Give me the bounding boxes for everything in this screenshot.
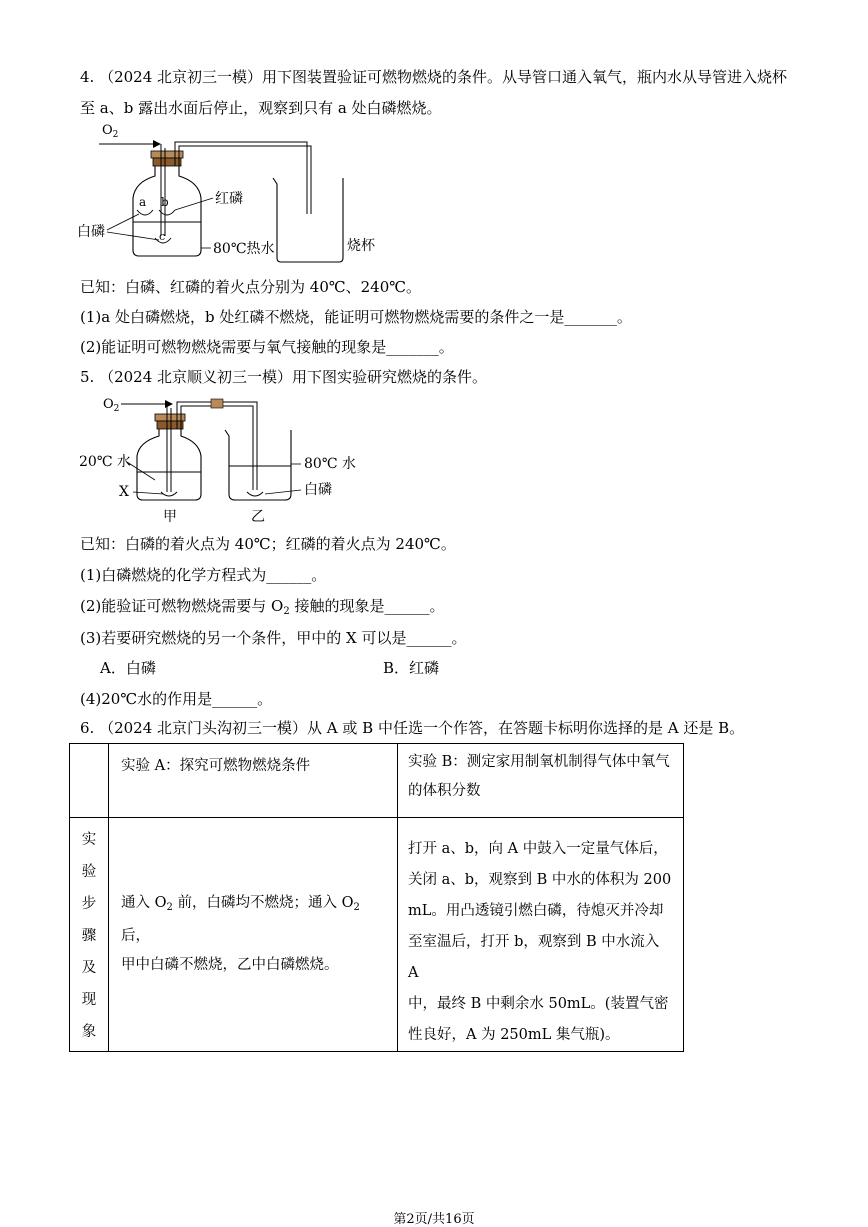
q4-known: 已知：白磷、红磷的着火点分别为 40℃、240℃。 bbox=[80, 278, 422, 296]
q5-sub3: (3)若要研究燃烧的另一个条件，甲中的 X 可以是______。 bbox=[80, 629, 467, 647]
q5-o2-label: $O_2$ bbox=[103, 397, 120, 414]
q4-sub2: (2)能证明可燃物燃烧需要与氧气接触的现象是_______。 bbox=[80, 338, 454, 356]
q5-white-p-label: 白磷 bbox=[304, 482, 332, 498]
q6-head-b: 实验 B：测定家用制氧机制得气体中氧气 的体积分数 bbox=[398, 744, 684, 818]
q4-red-p-label: 红磷 bbox=[215, 191, 243, 207]
q4-beaker-label: 烧杯 bbox=[347, 238, 375, 254]
q5-sub4: (4)20℃水的作用是______。 bbox=[80, 690, 273, 708]
q5-bottle-jia bbox=[137, 429, 201, 500]
svg-text:c: c bbox=[159, 230, 166, 243]
table-row bbox=[70, 818, 684, 1052]
q4-bottle bbox=[133, 166, 201, 256]
q4-hot-water-label: 80℃热水 bbox=[213, 241, 275, 257]
svg-text:a: a bbox=[139, 195, 147, 209]
q5-yi-label: 乙 bbox=[251, 509, 265, 525]
q6-row-label: 实 验 步 骤 及 现 象 bbox=[70, 818, 109, 1052]
q6-cell-a: 通入 $O_2$ 前，白磷均不燃烧；通入 $O_2$ 后， 甲中白磷不燃烧，乙中白磷燃烧。 bbox=[109, 818, 398, 1052]
q5-known: 已知：白磷的着火点为 40℃；红磷的着火点为 240℃。 bbox=[80, 535, 456, 553]
q5-water20-label: 20℃ 水 bbox=[79, 454, 131, 470]
q5-beaker-yi bbox=[225, 430, 291, 500]
q4-stem-line2: 至 a、b 露出水面后停止，观察到只有 a 处白磷燃烧。 bbox=[80, 99, 442, 117]
q5-water80-label: 80℃ 水 bbox=[304, 456, 356, 472]
q5-stem: 5. （2024 北京顺义初三一模）用下图实验研究燃烧的条件。 bbox=[80, 368, 488, 386]
q6-experiment-table bbox=[69, 743, 684, 1052]
q6-stem: 6. （2024 北京门头沟初三一模）从 A 或 B 中任选一个作答，在答题卡标明你选择的是 A 还是 B。 bbox=[80, 719, 745, 737]
q6-cell-b: 打开 a、b，向 A 中鼓入一定量气体后， 关闭 a、b，观察到 B 中水的体积为 200 mL。用凸透镜引燃白磷，待熄灭并冷却 至室温后，打开 b，观察到 B 中水流入 A 中，最终 B 中剩余水 50mL。(装置气密 性良好，A 为 250mL 集气瓶)。 bbox=[398, 818, 684, 1052]
q6-head-a: 实验 A：探究可燃物燃烧条件 bbox=[109, 744, 398, 818]
q5-x-label: X bbox=[119, 484, 129, 500]
q5-sub2: (2)能验证可燃物燃烧需要与 $O_2$ 接触的现象是______。 bbox=[80, 597, 445, 617]
page-footer: 第2页/共16页 bbox=[393, 1212, 475, 1227]
q5-option-a: A．白磷 bbox=[100, 659, 156, 677]
q4-sub1: (1)a 处白磷燃烧，b 处红磷不燃烧，能证明可燃物燃烧需要的条件之一是_______。 bbox=[80, 308, 632, 326]
q5-option-b: B．红磷 bbox=[383, 659, 440, 677]
svg-text:b: b bbox=[161, 195, 169, 209]
q5-sub1: (1)白磷燃烧的化学方程式为______。 bbox=[80, 566, 327, 584]
table-row bbox=[70, 744, 684, 818]
q4-apparatus-figure bbox=[75, 118, 395, 268]
q5-apparatus-figure bbox=[75, 390, 375, 525]
q5-jia-label: 甲 bbox=[163, 509, 177, 525]
q4-white-p-label: 白磷 bbox=[77, 224, 105, 240]
q4-o2-label: $O_2$ bbox=[102, 123, 119, 140]
q4-stem-line1: 4. （2024 北京初三一模）用下图装置验证可燃物燃烧的条件。从导管口通入氧气，瓶内水从导管进入烧杯 bbox=[80, 68, 788, 86]
q4-stopper bbox=[151, 151, 183, 158]
q4-beaker bbox=[273, 178, 343, 262]
